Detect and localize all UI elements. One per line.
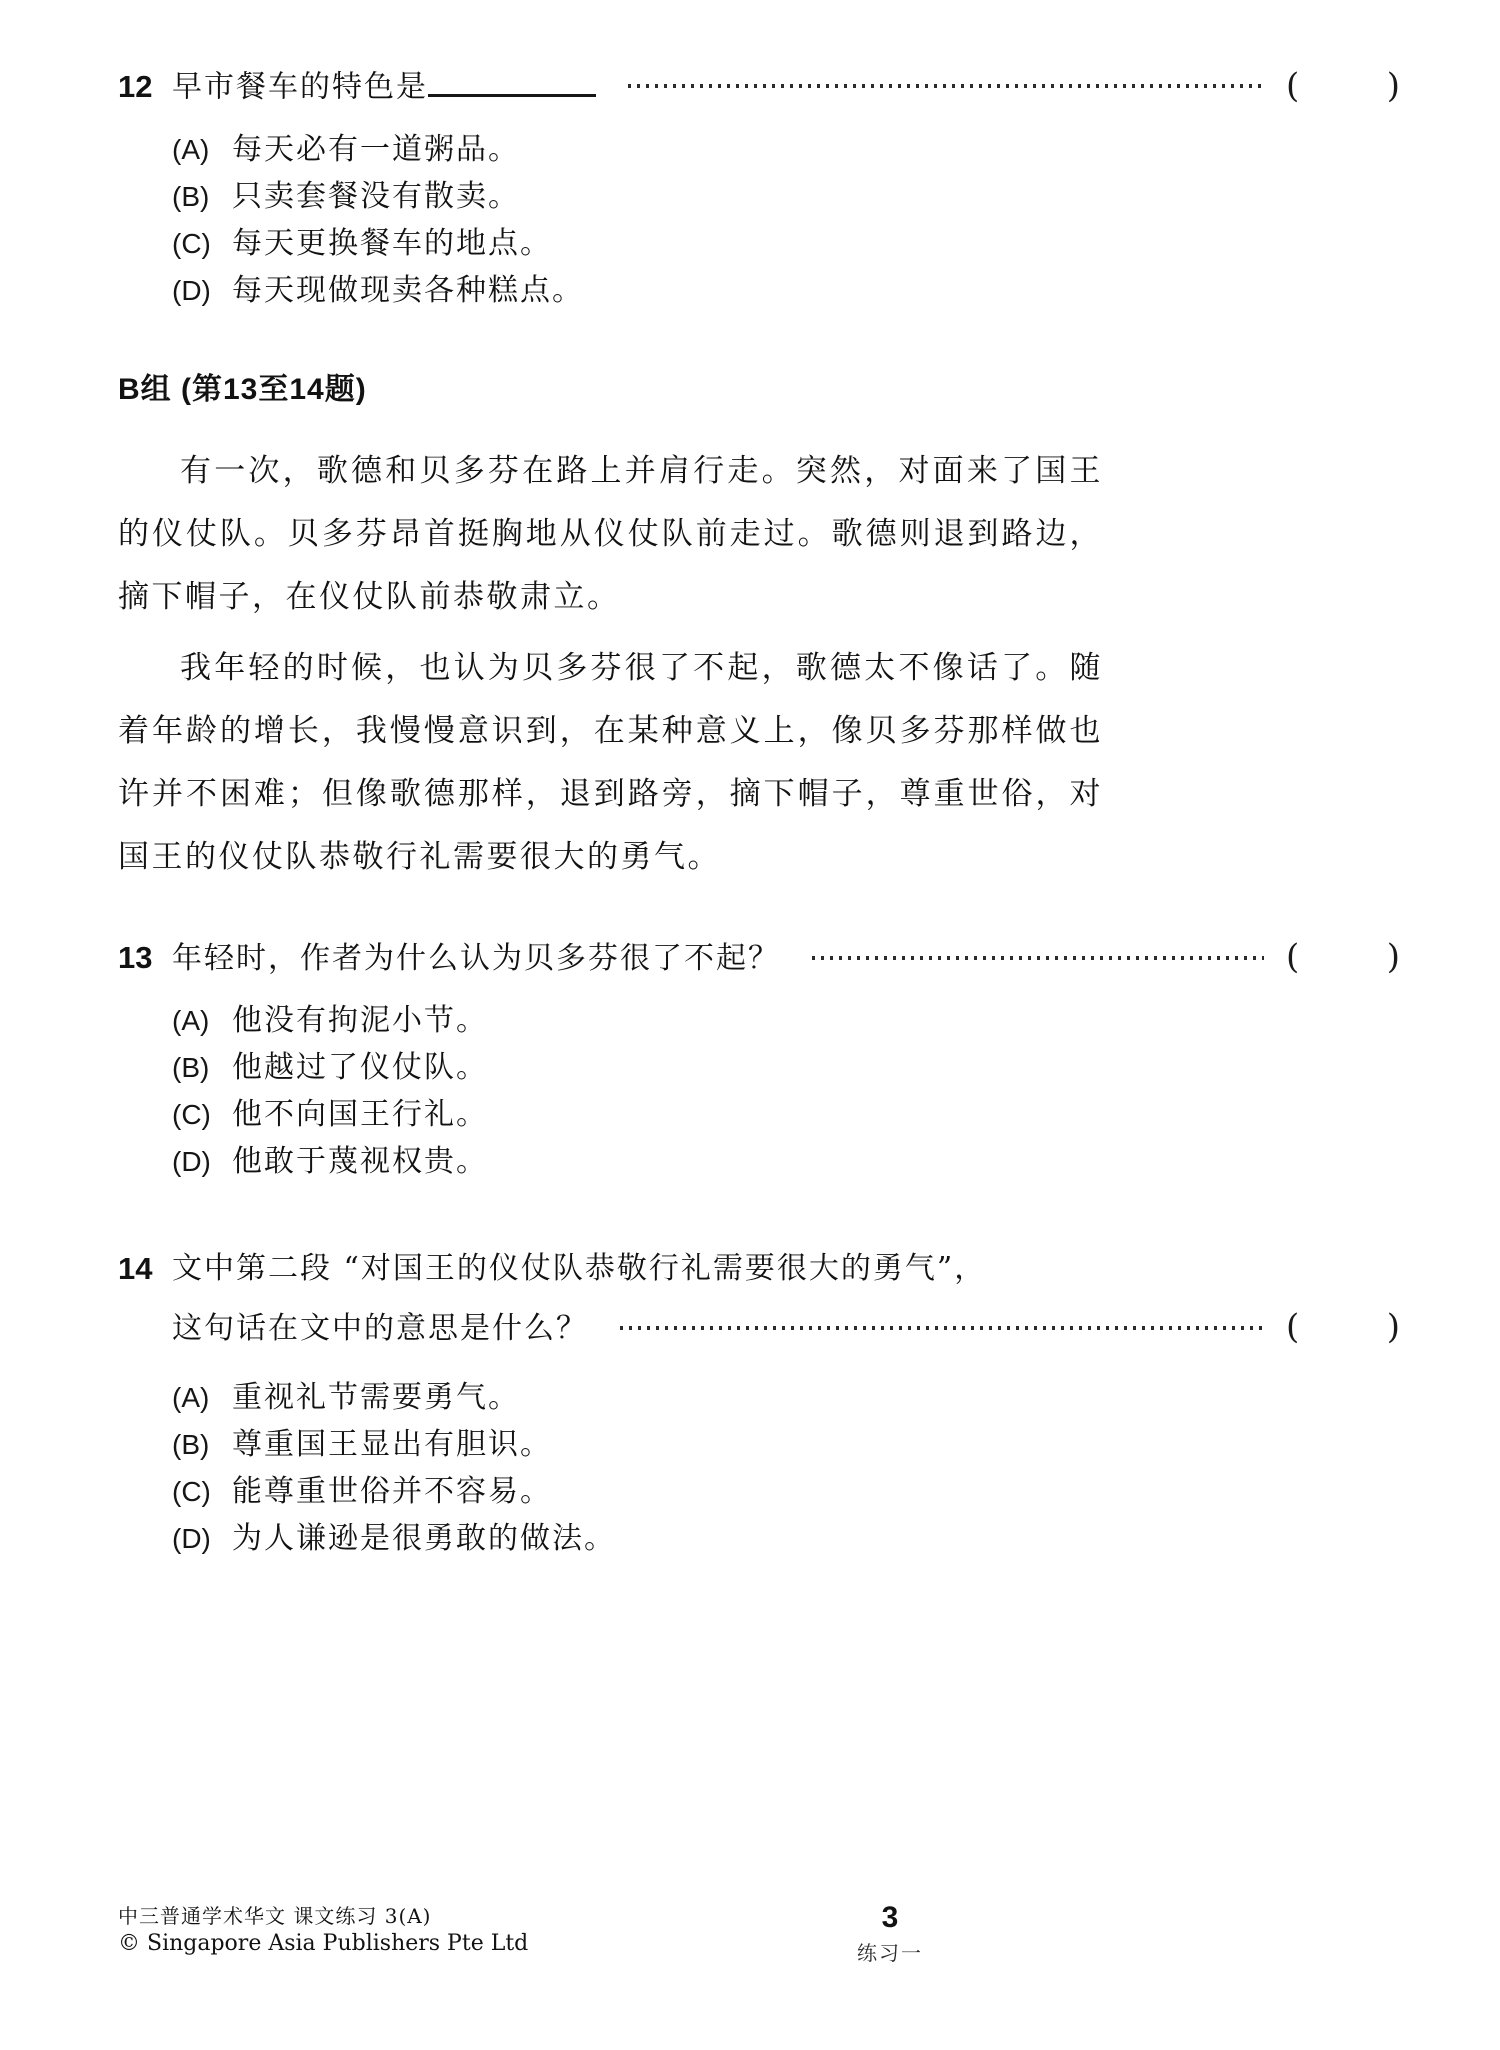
option-letter: (B) bbox=[172, 1428, 210, 1460]
option-letter: (D) bbox=[172, 1522, 211, 1554]
option-letter: (A) bbox=[172, 1381, 210, 1413]
section-b-heading: B组 (第13至14题) bbox=[118, 372, 367, 406]
option-letter: (C) bbox=[172, 227, 211, 259]
dotted-leader bbox=[620, 1326, 1264, 1330]
option-text: 每天必有一道粥品。 bbox=[232, 131, 520, 167]
question-14-stem-line2: 这句话在文中的意思是什么？ bbox=[172, 1310, 588, 1346]
option-letter: (D) bbox=[172, 274, 211, 306]
option-row bbox=[172, 1421, 1400, 1468]
option-row bbox=[172, 1044, 1400, 1091]
question-14-options bbox=[172, 1374, 1400, 1562]
exercise-label: 练习一 bbox=[857, 1941, 923, 1965]
option-row bbox=[172, 126, 1400, 173]
option-letter: (C) bbox=[172, 1098, 211, 1130]
option-letter: (D) bbox=[172, 1145, 211, 1177]
option-row bbox=[172, 220, 1400, 267]
option-letter: (C) bbox=[172, 1475, 211, 1507]
paren-close: ) bbox=[1386, 1306, 1400, 1347]
option-text: 他没有拘泥小节。 bbox=[232, 1002, 488, 1038]
answer-parentheses bbox=[1286, 1298, 1400, 1356]
paren-close: ) bbox=[1386, 65, 1400, 106]
question-14 bbox=[118, 1240, 1400, 1562]
question-12-number: 12 bbox=[118, 68, 153, 104]
option-row bbox=[172, 173, 1400, 220]
option-row bbox=[172, 1374, 1400, 1421]
answer-parentheses bbox=[1286, 64, 1400, 108]
question-14-header bbox=[118, 1240, 1400, 1358]
option-row bbox=[172, 1138, 1400, 1185]
option-text: 尊重国王显出有胆识。 bbox=[232, 1426, 552, 1462]
footer-copyright: © Singapore Asia Publishers Pte Ltd bbox=[118, 1931, 529, 1956]
option-text: 他敢于蔑视权贵。 bbox=[232, 1143, 488, 1179]
question-12-stem bbox=[172, 62, 596, 110]
option-text: 能尊重世俗并不容易。 bbox=[232, 1473, 552, 1509]
footer-series-title: 中三普通学术华文 课文练习 3(A) bbox=[118, 1904, 432, 1928]
dotted-leader bbox=[628, 84, 1264, 88]
paren-close: ) bbox=[1386, 936, 1400, 977]
option-text: 重视礼节需要勇气。 bbox=[232, 1379, 520, 1415]
question-13-header bbox=[118, 935, 1400, 981]
option-row bbox=[172, 1515, 1400, 1562]
question-12-options bbox=[172, 126, 1400, 314]
footer-imprint bbox=[118, 1903, 1400, 1957]
question-12 bbox=[118, 62, 1400, 314]
question-14-number: 14 bbox=[118, 1250, 153, 1286]
option-row bbox=[172, 997, 1400, 1044]
option-text: 每天现做现卖各种糕点。 bbox=[232, 272, 584, 308]
option-letter: (A) bbox=[172, 133, 210, 165]
answer-parentheses bbox=[1286, 935, 1400, 979]
dotted-leader bbox=[812, 956, 1264, 960]
question-13-stem: 年轻时，作者为什么认为贝多芬很了不起？ bbox=[172, 940, 780, 976]
question-12-header bbox=[118, 62, 1400, 110]
option-row bbox=[172, 267, 1400, 314]
question-12-stem-text: 早市餐车的特色是 bbox=[172, 69, 428, 105]
option-row bbox=[172, 1091, 1400, 1138]
reading-passage bbox=[118, 440, 1103, 889]
option-letter: (A) bbox=[172, 1004, 210, 1036]
page-footer bbox=[118, 1901, 1400, 1965]
option-text: 为人谦逊是很勇敢的做法。 bbox=[232, 1520, 616, 1556]
paren-open: ( bbox=[1286, 936, 1300, 977]
option-text: 只卖套餐没有散卖。 bbox=[232, 178, 520, 214]
answer-blank-line bbox=[428, 62, 596, 97]
option-text: 他不向国王行礼。 bbox=[232, 1096, 488, 1132]
question-13-number: 13 bbox=[118, 939, 153, 975]
option-row bbox=[172, 1468, 1400, 1515]
option-letter: (B) bbox=[172, 1051, 210, 1083]
option-letter: (B) bbox=[172, 180, 210, 212]
footer-page-info bbox=[790, 1903, 990, 1966]
question-14-stem-line1: 文中第二段 “对国王的仪仗队恭敬行礼需要很大的勇气”， bbox=[172, 1250, 987, 1286]
question-14-stem-line2-row bbox=[172, 1298, 1400, 1358]
page-number: 3 bbox=[881, 1901, 899, 1934]
question-13-options bbox=[172, 997, 1400, 1185]
paren-open: ( bbox=[1286, 1306, 1300, 1347]
option-text: 每天更换餐车的地点。 bbox=[232, 225, 552, 261]
paren-open: ( bbox=[1286, 65, 1300, 106]
option-text: 他越过了仪仗队。 bbox=[232, 1049, 488, 1085]
passage-paragraph-2: 我年轻的时候，也认为贝多芬很了不起，歌德太不像话了。随着年龄的增长，我慢慢意识到，在某种意义上，像贝多芬那样做也许并不困难；但像歌德那样，退到路旁，摘下帽子，尊重世俗，对国王的仪仗队恭敬行礼需要很大的勇气。 bbox=[118, 649, 1103, 875]
question-13 bbox=[118, 935, 1400, 1185]
passage-paragraph-1: 有一次，歌德和贝多芬在路上并肩行走。突然，对面来了国王的仪仗队。贝多芬昂首挺胸地从仪仗队前走过。歌德则退到路边，摘下帽子，在仪仗队前恭敬肃立。 bbox=[118, 452, 1103, 615]
